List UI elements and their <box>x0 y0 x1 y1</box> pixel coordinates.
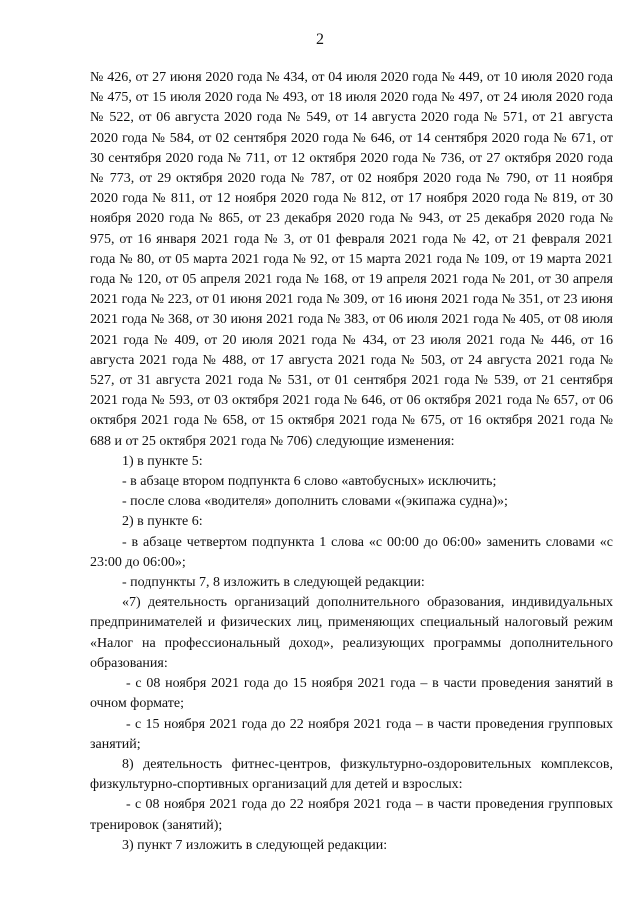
page-number: 2 <box>316 31 324 48</box>
paragraph-subpoint-7: «7) деятельность организаций дополнительного образования, индивидуальных предпринимателей и физических лиц, применяющих специальный налоговый режим «Налог на профессиональный доход», реализующих программы дополнительного образования: <box>90 595 613 671</box>
paragraph-item-3: 3) пункт 7 изложить в следующей редакции: <box>122 837 388 853</box>
paragraph-subpoint-7-period-2: - с 15 ноября 2021 года до 22 ноября 2021 года – в части проведения групповых занятий; <box>90 716 613 752</box>
paragraph-subpoint-8: 8) деятельность фитнес-центров, физкультурно-оздоровительных комплексов, физкультурно-спортивных организаций для детей и взрослых: <box>90 756 613 793</box>
paragraph-item-2: 2) в пункте 6: <box>122 514 203 530</box>
paragraph-subpoint-7-period-1: - с 08 ноября 2021 года до 15 ноября 2021 года – в части проведения занятий в очном формате; <box>90 676 613 712</box>
paragraph-item-2-sub-b: - подпункты 7, 8 изложить в следующей редакции: <box>122 575 425 591</box>
paragraph-amendment-list: № 426, от 27 июня 2020 года № 434, от 04 июля 2020 года № 449, от 10 июля 2020 года № 475, от 15 июля 2020 года № 493, от 18 июля 2020 года № 497, от 24 июля 2020 года № 522, от 06 августа 2020 года № 549, от 14 августа 2020 года № 571, от 21 августа 2020 года № 584, от 02 сентября 2020 года № 646, от 14 сентября 2020 года № 671, от 30 сентября 2020 года № 711, от 12 октября 2020 года № 736, от 27 октября 2020 года № 773, от 29 октября 2020 года № 787, от 02 ноября 2020 года № 790, от 11 ноября 2020 года № 811, от 12 ноября 2020 года № 812, от 17 ноября 2020 года № 819, от 30 ноября 2020 года № 865, от 23 декабря 2020 года № 943, от 25 декабря 2020 года № 975, от 16 января 2021 года № 3, от 01 февраля 2021 года № 42, от 21 февраля 2021 года № 80, от 05 марта 2021 года № 92, от 15 марта 2021 года № 109, от 19 марта 2021 года № 120, от 05 апреля 2021 года № 168, от 19 апреля 2021 года № 201, от 30 апреля 2021 года № 223, от 01 июня 2021 года № 309, от 16 июня 2021 года № 351, от 23 июня 2021 года № 368, от 30 июня 2021 года № 383, от 06 июля 2021 года № 405, от 08 июля 2021 года № 409, от 20 июля 2021 года № 434, от 23 июля 2021 года № 446, от 16 августа 2021 года № 488, от 17 августа 2021 года № 503, от 24 августа 2021 года № 527, от 31 августа 2021 года № 531, от 01 сентября 2021 года № 539, от 21 сентября 2021 года № 593, от 03 октября 2021 года № 646, от 06 октября 2021 года № 657, от 06 октября 2021 года № 658, от 15 октября 2021 года № 675, от 16 октября 2021 года № 688 и от 25 октября 2021 года № 706) следующие изменения: <box>90 70 613 449</box>
paragraph-subpoint-8-period: - с 08 ноября 2021 года до 22 ноября 2021 года – в части проведения групповых тренировок (занятий); <box>90 797 613 833</box>
document-body <box>90 68 613 856</box>
paragraph-item-1-sub-b: - после слова «водителя» дополнить словами «(экипажа судна)»; <box>122 494 508 510</box>
paragraph-item-2-sub-a: - в абзаце четвертом подпункта 1 слова «с 00:00 до 06:00» заменить словами «с 23:00 до 06:00»; <box>90 534 613 570</box>
paragraph-item-1-sub-a: - в абзаце втором подпункта 6 слово «автобусных» исключить; <box>122 474 497 490</box>
paragraph-item-1: 1) в пункте 5: <box>122 453 203 469</box>
